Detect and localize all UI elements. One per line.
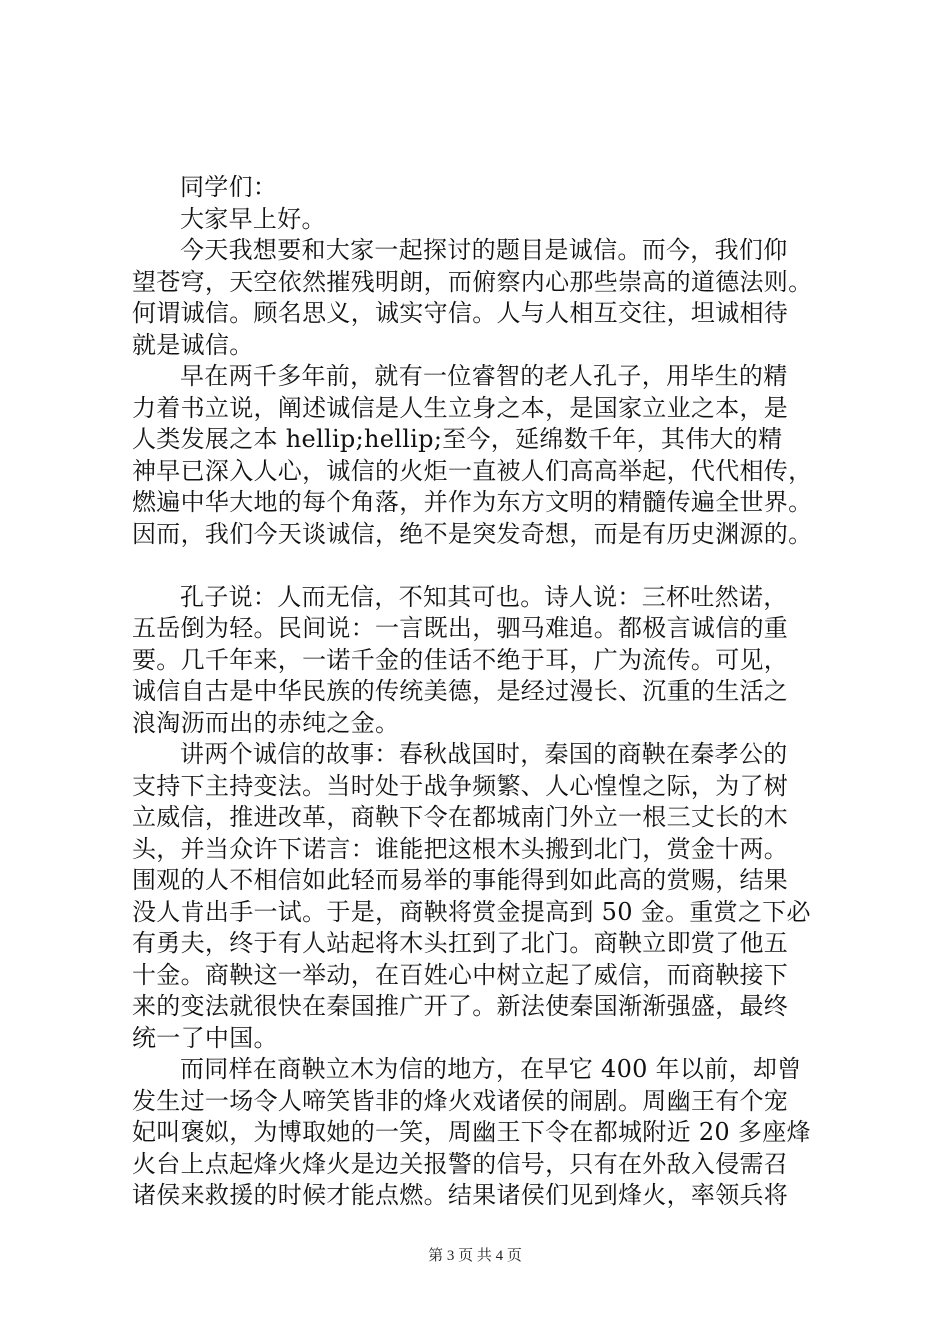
text-line: 神早已深入人心，诚信的火炬一直被人们高高举起，代代相传， [132,456,813,485]
text-line: 讲两个诚信的故事：春秋战国时，秦国的商鞅在秦孝公的 [180,740,788,768]
text-line: 没人肯出手一试。于是，商鞅将赏金提高到 50 金。重赏之下必 [132,897,811,926]
text-line: 何谓诚信。顾名思义，诚实守信。人与人相互交往，坦诚相待 [132,299,789,327]
text-line: 要。几千年来，一诺千金的佳话不绝于耳，广为流传。可见， [132,645,789,674]
text-line: 五岳倒为轻。民间说：一言既出，驷马难追。都极言诚信的重 [132,614,789,642]
text-line: 有勇夫，终于有人站起将木头扛到了北门。商鞅立即赏了他五 [132,929,789,957]
text-line: 头，并当众许下诺言：谁能把这根木头搬到北门，赏金十两。 [132,834,789,863]
text-line: 燃遍中华大地的每个角落，并作为东方文明的精髓传遍全世界。 [132,488,813,516]
text-line: 今天我想要和大家一起探讨的题目是诚信。而今，我们仰 [180,236,788,264]
paragraph-gap [132,550,852,582]
text-line: 诸侯来救援的时候才能点燃。结果诸侯们见到烽火，率领兵将 [132,1181,789,1209]
text-line: 孔子说：人而无信，不知其可也。诗人说：三杯吐然诺， [180,582,788,611]
page-number: 第 3 页 共 4 页 [428,1248,522,1264]
text-line: 大家早上好。 [180,204,326,233]
text-line: 发生过一场令人啼笑皆非的烽火戏诸侯的闹剧。周幽王有个宠 [132,1086,789,1115]
text-line: 因而，我们今天谈诚信，绝不是突发奇想，而是有历史渊源的。 [132,519,813,548]
text-line: 诚信自古是中华民族的传统美德，是经过漫长、沉重的生活之 [132,677,789,705]
text-line: 浪淘沥而出的赤纯之金。 [132,708,400,737]
text-line: 同学们： [180,173,278,201]
text-line: 支持下主持变法。当时处于战争频繁、人心惶惶之际，为了树 [132,771,789,800]
text-line: 望苍穹，天空依然摧残明朗，而俯察内心那些崇高的道德法则。 [132,267,813,296]
text-line: 围观的人不相信如此轻而易举的事能得到如此高的赏赐，结果 [132,866,789,894]
text-line: 早在两千多年前，就有一位睿智的老人孔子，用毕生的精 [180,362,788,390]
text-line: 统一了中国。 [132,1023,278,1052]
text-line: 立威信，推进改革，商鞅下令在都城南门外立一根三丈长的木 [132,803,789,831]
text-line: 而同样在商鞅立木为信的地方，在早它 400 年以前，却曾 [180,1055,802,1083]
text-line: 火台上点起烽火烽火是边关报警的信号，只有在外敌入侵需召 [132,1149,789,1178]
text-line: 力着书立说，阐述诚信是人生立身之本，是国家立业之本，是 [132,393,789,422]
text-line: 人类发展之本 hellip;hellip;至今，延绵数千年，其伟大的精 [132,425,783,453]
text-line: 来的变法就很快在秦国推广开了。新法使秦国渐渐强盛，最终 [132,992,789,1020]
text-line: 就是诚信。 [132,330,254,359]
text-line: 妃叫褒姒，为博取她的一笑，周幽王下令在都城附近 20 多座烽 [132,1118,811,1146]
text-line: 十金。商鞅这一举动，在百姓心中树立起了威信，而商鞅接下 [132,960,789,989]
document-body [132,172,852,1212]
